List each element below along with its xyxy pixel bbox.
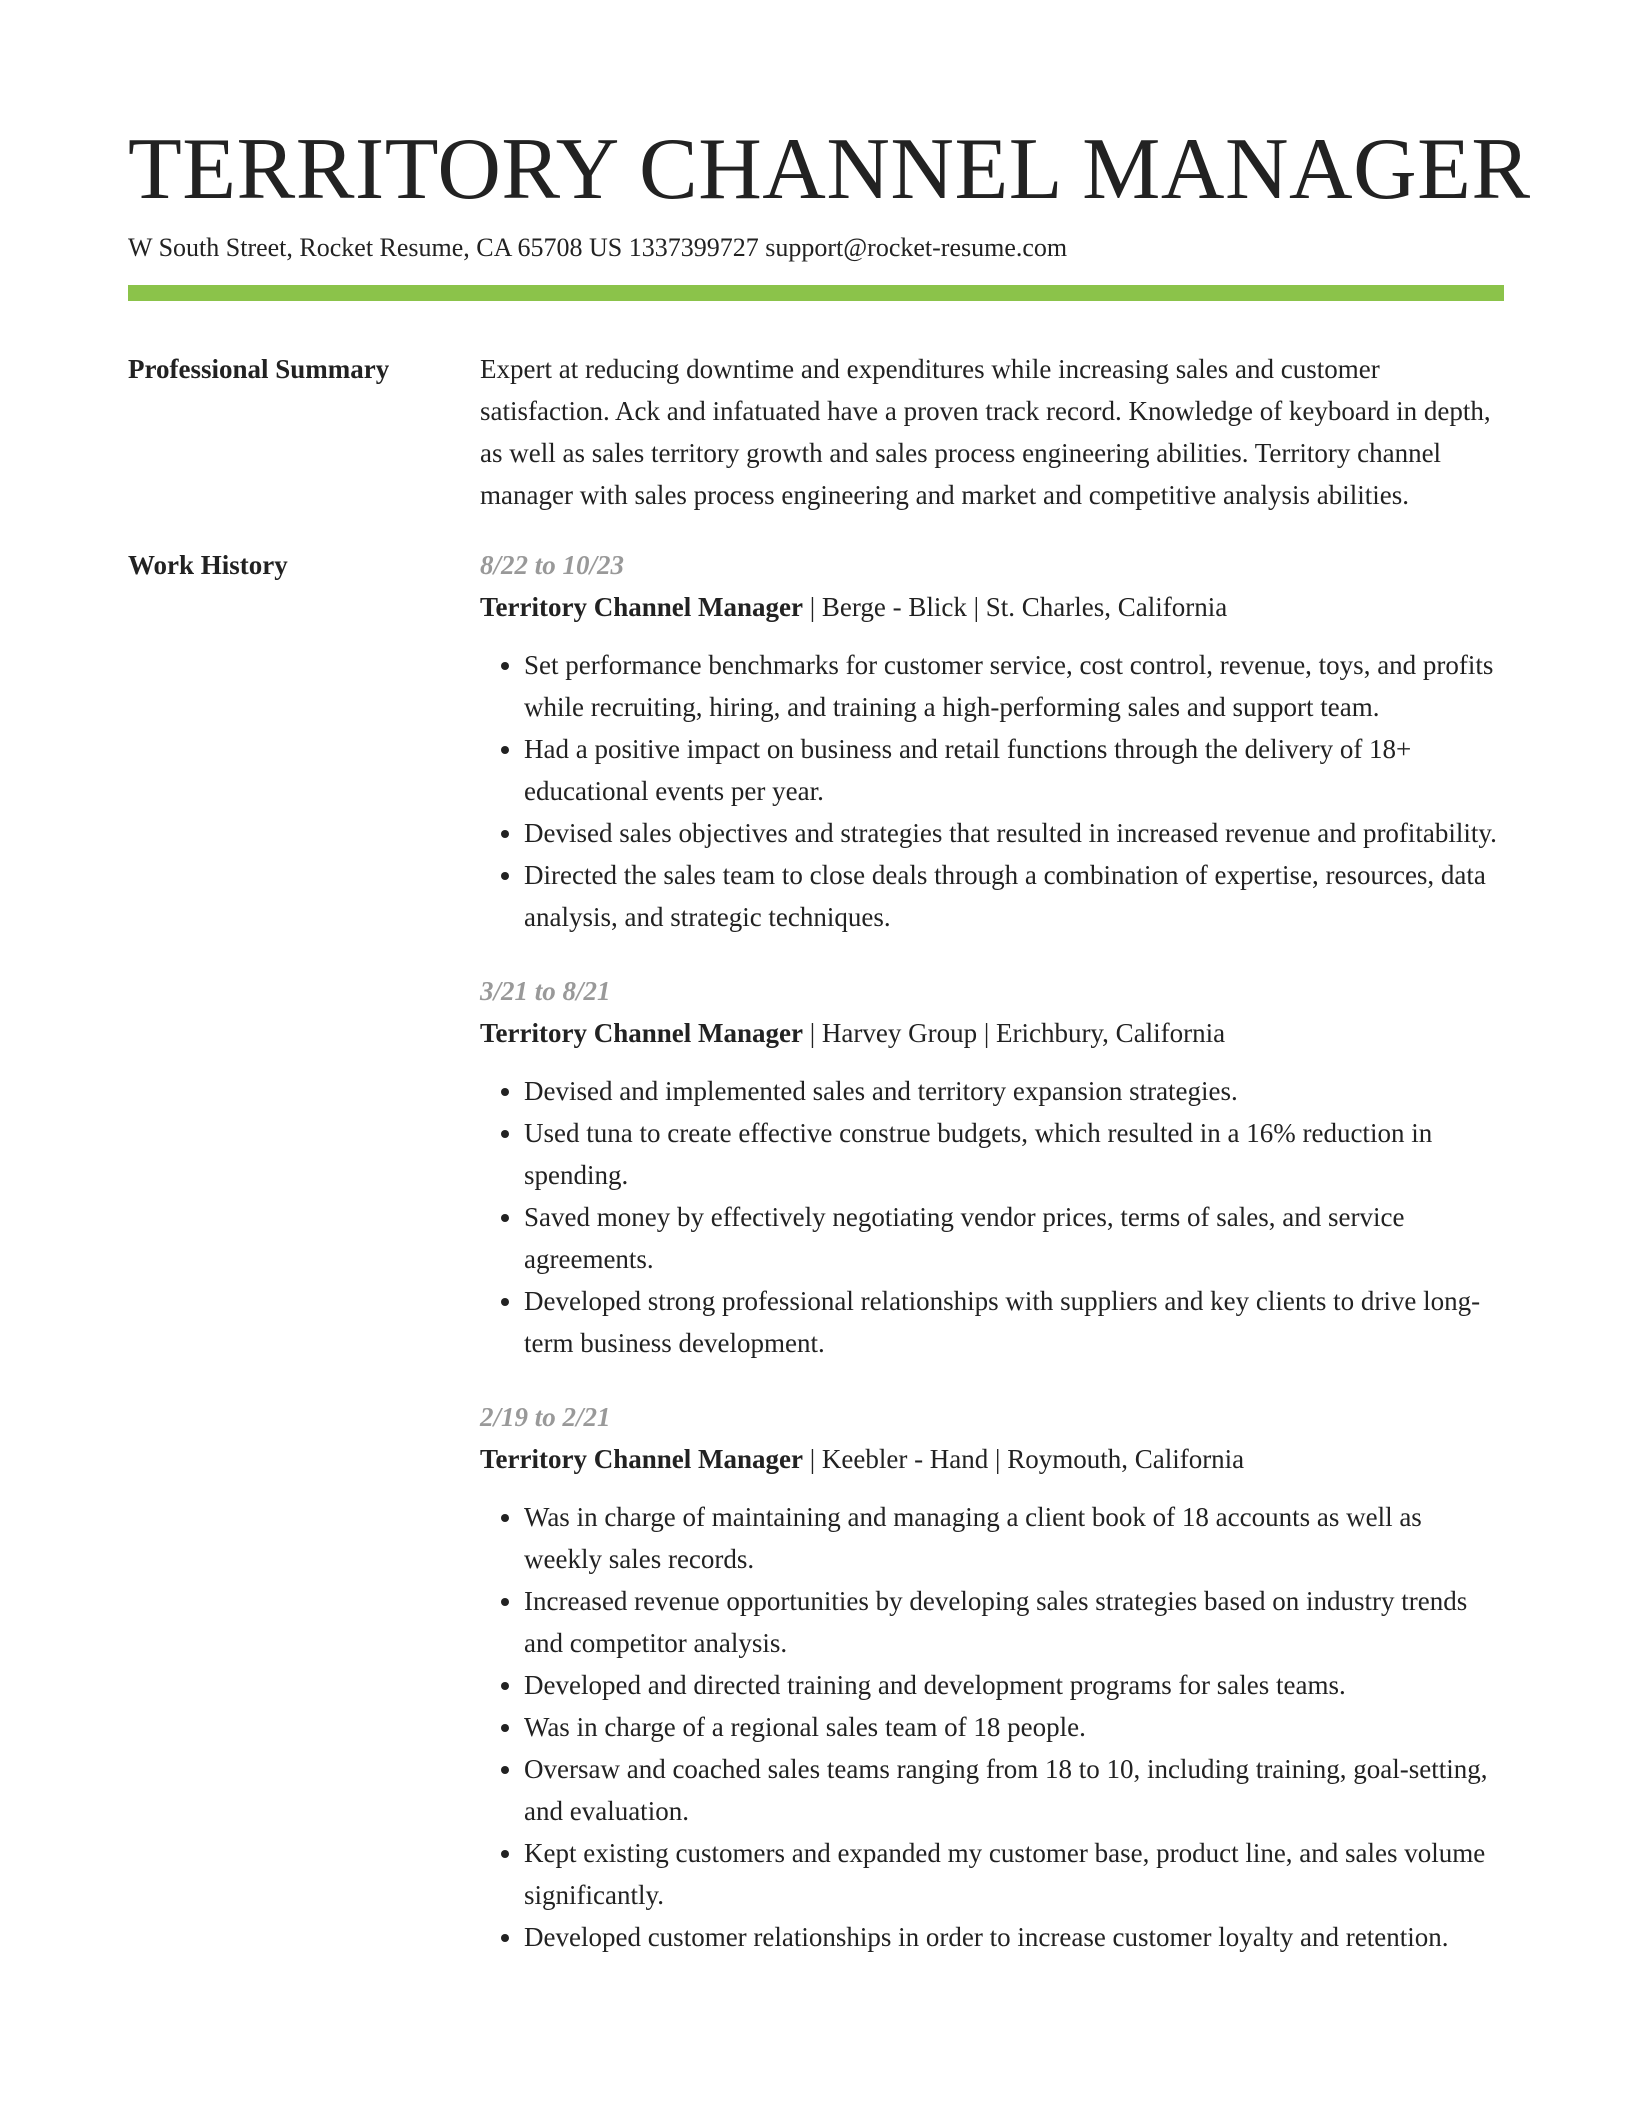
job-bullets — [480, 1070, 1504, 1364]
job-bullet: • Directed the sales team to close deals through a combination of expertise, resources, data analysis, and strategic techniques. — [524, 854, 1504, 938]
job-bullet: • Devised sales objectives and strategies that resulted in increased revenue and profitability. — [524, 812, 1504, 854]
job-bullet: • Had a positive impact on business and retail functions through the delivery of 18+ educational events per year. — [524, 728, 1504, 812]
job-heading — [480, 1012, 1504, 1054]
job-bullet: • Devised and implemented sales and territory expansion strategies. — [524, 1070, 1504, 1112]
job-bullets — [480, 644, 1504, 938]
job-title: Territory Channel Manager — [480, 592, 803, 622]
job-bullet: • Saved money by effectively negotiating vendor prices, terms of sales, and service agreements. — [524, 1196, 1504, 1280]
work-history-body — [480, 544, 1504, 1990]
job-entry — [480, 544, 1504, 938]
contact-info: W South Street, Rocket Resume, CA 65708 US 1337399727 support@rocket-resume.com — [128, 233, 1068, 262]
header-divider — [128, 285, 1504, 301]
job-bullet: • Used tuna to create effective construe budgets, which resulted in a 16% reduction in spending. — [524, 1112, 1504, 1196]
job-details: | Harvey Group | Erichbury, California — [802, 1018, 1226, 1048]
job-heading — [480, 1438, 1504, 1480]
job-bullet: • Developed customer relationships in order to increase customer loyalty and retention. — [524, 1916, 1504, 1958]
summary-section — [128, 348, 1504, 516]
job-heading — [480, 586, 1504, 628]
summary-label: Professional Summary — [128, 354, 390, 384]
job-title: Territory Channel Manager — [480, 1018, 803, 1048]
job-entry — [480, 970, 1504, 1364]
job-title: Territory Channel Manager — [480, 1444, 803, 1474]
job-bullet: • Oversaw and coached sales teams ranging from 18 to 10, including training, goal-setting, and evaluation. — [524, 1748, 1504, 1832]
summary-text: Expert at reducing downtime and expenditures while increasing sales and customer satisfaction. Ack and infatuated have a proven track record. Knowledge of keyboard in depth, as well as sales territory growth and sales process engineering abilities. Territory channel manager with sales process engineering and market and competitive analysis abilities. — [480, 354, 1491, 510]
job-bullet: • Developed and directed training and development programs for sales teams. — [524, 1664, 1504, 1706]
job-bullet: • Was in charge of maintaining and managing a client book of 18 accounts as well as weekly sales records. — [524, 1496, 1504, 1580]
summary-body — [480, 348, 1504, 516]
job-details: | Keebler - Hand | Roymouth, California — [802, 1444, 1245, 1474]
resume-content — [128, 348, 1504, 1990]
job-details: | Berge - Blick | St. Charles, California — [802, 592, 1228, 622]
job-bullet: • Developed strong professional relationships with suppliers and key clients to drive long-term business development. — [524, 1280, 1504, 1364]
resume-title: TERRITORY CHANNEL MANAGER — [128, 121, 1531, 218]
job-bullet: • Set performance benchmarks for customer service, cost control, revenue, toys, and profits while recruiting, hiring, and training a high-performing sales and support team. — [524, 644, 1504, 728]
job-dates: 3/21 to 8/21 — [480, 976, 611, 1006]
job-bullet: • Was in charge of a regional sales team of 18 people. — [524, 1706, 1504, 1748]
work-history-section — [128, 544, 1504, 1990]
job-dates: 8/22 to 10/23 — [480, 550, 625, 580]
job-bullet: • Kept existing customers and expanded my customer base, product line, and sales volume significantly. — [524, 1832, 1504, 1916]
work-history-label: Work History — [128, 550, 288, 580]
job-bullets — [480, 1496, 1504, 1958]
job-entry — [480, 1396, 1504, 1958]
job-dates: 2/19 to 2/21 — [480, 1402, 611, 1432]
job-bullet: • Increased revenue opportunities by developing sales strategies based on industry trends and competitor analysis. — [524, 1580, 1504, 1664]
